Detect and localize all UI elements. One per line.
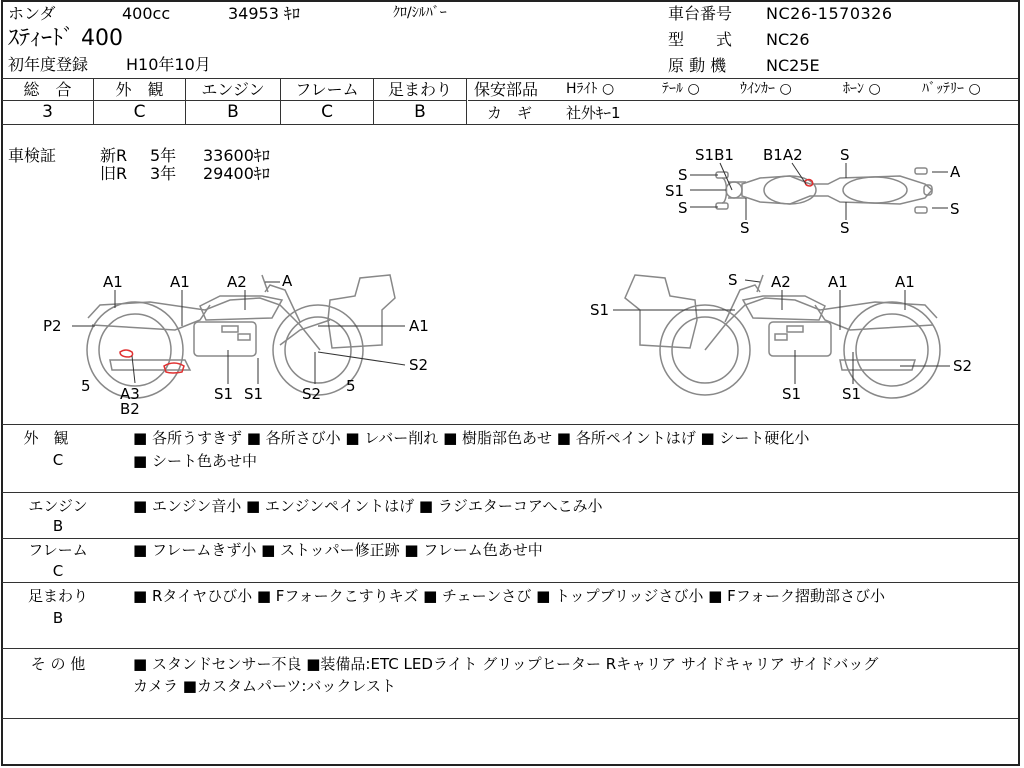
grade-value-exterior: C [133, 102, 146, 122]
type-value: NC26 [766, 30, 810, 49]
diagram-label: A [282, 272, 293, 290]
type-label: 型 式 [668, 30, 733, 49]
section-text: ■ フレームきず小 ■ ストッパー修正跡 ■ フレーム色あせ中 [133, 541, 543, 559]
section-text: ■ シート色あせ中 [133, 452, 257, 470]
section-grade: B [52, 517, 64, 535]
grade-value-engine: B [227, 102, 239, 122]
diagram-label: S [840, 219, 850, 237]
divider [2, 718, 1018, 719]
section-label: 外 観 [23, 429, 69, 447]
section-text: ■ 各所うすきず ■ 各所さび小 ■ レバー削れ ■ 樹脂部色あせ ■ 各所ペイントはげ ■ シート硬化小 [133, 429, 810, 447]
section-engine [0, 493, 1020, 538]
section-grade: C [52, 451, 64, 469]
diagram-label: S [728, 271, 738, 289]
left-side-callouts [72, 282, 405, 384]
diagram-label: B1A2 [763, 146, 803, 164]
engine-model-label: 原 動 機 [668, 56, 727, 75]
diagram-label: 5 [346, 377, 356, 395]
diagram-label: S2 [409, 356, 429, 374]
section-label: フレーム [28, 541, 88, 559]
section-text: ■ Rタイヤひび小 ■ Fフォークこすりキズ ■ チェーンさび ■ トップブリッジさび小 ■ Fフォーク摺動部さび小 [133, 587, 885, 605]
section-text: ■ エンジン音小 ■ エンジンペイントはげ ■ ラジエターコアへこみ小 [133, 497, 603, 515]
diagram-label: S [678, 199, 688, 217]
inspection-cond: 新R [100, 146, 128, 165]
diagram-label: P2 [43, 317, 62, 335]
inspection-price: 33600ｷﾛ [203, 146, 270, 165]
grade-header-exterior: 外 観 [115, 80, 164, 99]
diagram-label: S [840, 146, 850, 164]
inspection-label: 車検証 [8, 146, 57, 165]
diagram-label: S [740, 219, 750, 237]
safety-item-horn: ﾎｰﾝ ○ [843, 81, 881, 97]
diagram-label: A3 [120, 385, 140, 403]
right-side-labels [590, 271, 972, 403]
diagram-label: S1 [214, 385, 234, 403]
grade-header-frame: フレーム [295, 80, 359, 99]
body-color: ｸﾛ/ｼﾙﾊﾞｰ [393, 5, 447, 21]
section-label: エンジン [28, 497, 88, 515]
section-frame [0, 539, 1020, 582]
diagram-label: A1 [103, 273, 123, 291]
diagram-label: 5 [81, 377, 91, 395]
frame-number-value: NC26-1570326 [766, 4, 893, 23]
grade-header-suspension: 足まわり [387, 80, 452, 99]
safety-parts-label: 保安部品 [474, 80, 539, 99]
diagram-label: S1 [665, 182, 685, 200]
grade-value-suspension: B [414, 102, 426, 122]
first-registration-value: H10年10月 [126, 55, 211, 74]
key-value: 社外ｷｰ1 [566, 104, 621, 122]
grade-header-engine: エンジン [201, 80, 265, 99]
safety-item-battery: ﾊﾞｯﾃﾘｰ ○ [922, 81, 981, 97]
diagram-label: S [678, 166, 688, 184]
section-other [0, 649, 1020, 717]
inspection-years: 3年 [150, 164, 177, 183]
safety-item-headlight: Hﾗｲﾄ ○ [566, 81, 615, 97]
diagram-label: S1B1 [695, 146, 734, 164]
diagram-label: A [950, 163, 961, 181]
grade-value-frame: C [321, 102, 333, 122]
key-label: カ ギ [487, 104, 533, 122]
displacement: 400cc [122, 4, 171, 23]
diagram-label: S1 [782, 385, 802, 403]
inspection-years: 5年 [150, 146, 177, 165]
safety-item-taillight: ﾃｰﾙ ○ [662, 81, 700, 97]
first-registration-label: 初年度登録 [8, 55, 89, 74]
section-suspension [0, 583, 1020, 647]
section-text: ■ スタンドセンサー不良 ■装備品:ETC LEDライト グリップヒーター Rキャリア サイドキャリア サイドバッグ [133, 655, 879, 673]
diagram-label: S1 [590, 301, 610, 319]
section-exterior [0, 425, 1020, 491]
diagram-label: S1 [842, 385, 862, 403]
diagram-label: S2 [302, 385, 322, 403]
diagram-label: A1 [895, 273, 915, 291]
diagram-label: A2 [227, 273, 247, 291]
diagram-label: S [950, 200, 960, 218]
diagram-label: S2 [953, 357, 973, 375]
diagram-label: B2 [120, 400, 140, 418]
section-label: そ の 他 [30, 655, 86, 673]
diagram-label: A1 [409, 317, 429, 335]
grade-value-overall: 3 [42, 102, 53, 122]
top-view-callouts [690, 163, 948, 220]
inspection-cond: 旧R [100, 164, 128, 183]
diagram-label: A1 [170, 273, 190, 291]
grade-header-overall: 総 合 [23, 80, 72, 99]
diagram-label: A1 [828, 273, 848, 291]
top-view-motorcycle [716, 168, 932, 213]
section-label: 足まわり [27, 587, 88, 605]
maker: ホンダ [8, 4, 56, 23]
inspection-price: 29400ｷﾛ [203, 164, 270, 183]
diagram-label: S1 [244, 385, 264, 403]
mileage: 34953 ｷﾛ [228, 4, 300, 23]
diagram-label: A2 [771, 273, 791, 291]
frame-number-label: 車台番号 [668, 4, 733, 23]
section-grade: C [52, 562, 64, 580]
model-name: ｽﾃｨｰﾄﾞ 400 [8, 26, 123, 51]
safety-item-winker: ｳｲﾝｶｰ ○ [740, 81, 792, 97]
section-text: カメラ ■カスタムパーツ:バックレスト [133, 677, 396, 695]
section-grade: B [52, 609, 64, 627]
top-view-labels [665, 146, 961, 237]
engine-model-value: NC25E [766, 56, 820, 75]
